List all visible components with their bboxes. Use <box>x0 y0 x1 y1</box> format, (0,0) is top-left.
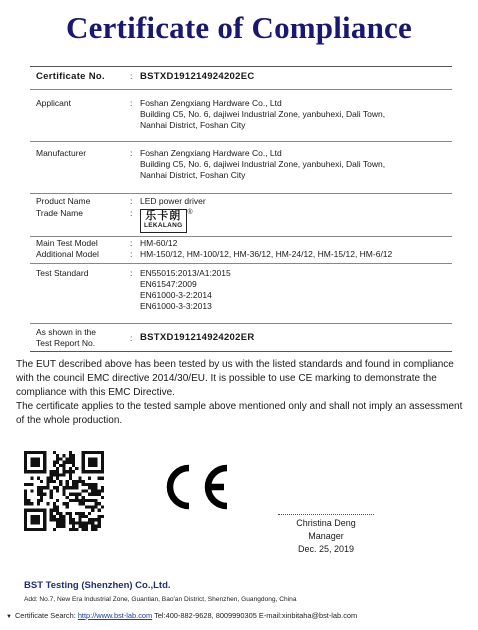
row-applicant <box>30 90 452 142</box>
value-test-report: BSTXD191214924202ER <box>140 332 255 343</box>
registered-mark: ® <box>187 209 193 216</box>
label-applicant: Applicant <box>36 98 71 108</box>
applicant-line: Foshan Zengxiang Hardware Co., Ltd <box>140 98 282 108</box>
colon: : <box>130 196 133 206</box>
colon: : <box>130 333 133 343</box>
footer-search-line <box>6 611 357 620</box>
standard-line: EN61000-3-2:2014 <box>140 290 212 300</box>
caret-down-icon[interactable]: ▼ <box>6 614 12 620</box>
trade-logo <box>140 209 193 233</box>
value-additional-model: HM-150/12, HM-100/12, HM-36/12, HM-24/12, HM-15/12, HM-6/12 <box>140 249 393 259</box>
label-test-report-line2: Test Report No. <box>36 338 96 348</box>
manufacturer-line: Foshan Zengxiang Hardware Co., Ltd <box>140 148 282 158</box>
label-trade-name: Trade Name <box>36 208 83 218</box>
statement-paragraph: The EUT described above has been tested by us with the listed standards and found in compliance with the council EMC directive 2014/30/EU. It is possible to use CE marking to demonstrate the compliance with this EMC Directive. <box>16 359 454 398</box>
label-test-report <box>36 327 124 349</box>
search-link[interactable]: http://www.bst-lab.com <box>77 611 153 620</box>
footer-company: BST Testing (Shenzhen) Co.,Ltd. <box>24 580 171 591</box>
standard-line: EN61000-3-3:2013 <box>140 301 212 311</box>
row-manufacturer <box>30 142 452 194</box>
label-product-name: Product Name <box>36 196 91 206</box>
value-certificate-no: BSTXD191214924202EC <box>140 71 255 82</box>
row-test-report <box>30 324 452 351</box>
signature-date: Dec. 25, 2019 <box>297 544 355 554</box>
standard-line: EN55015:2013/A1:2015 <box>140 268 231 278</box>
manufacturer-line: Building C5, No. 6, dajiwei Industrial Zone, yanbuhexi, Dali Town, <box>140 159 386 169</box>
compliance-statement <box>16 358 466 428</box>
row-main-model <box>30 237 452 249</box>
row-product-name <box>30 194 452 208</box>
applicant-line: Building C5, No. 6, dajiwei Industrial Zone, yanbuhexi, Dali Town, <box>140 109 386 119</box>
colon: : <box>130 208 133 218</box>
colon: : <box>130 249 133 259</box>
colon: : <box>130 148 133 158</box>
value-main-model: HM-60/12 <box>140 238 178 248</box>
applicant-line: Nanhai District, Foshan City <box>140 120 246 130</box>
signer-role: Manager <box>308 531 344 541</box>
signature-line <box>278 514 374 515</box>
logo-english-text: LEKALANG <box>144 222 183 229</box>
signer-name: Christina Deng <box>296 518 356 528</box>
label-additional-model: Additional Model <box>36 249 99 259</box>
logo-chinese-text: 乐卡朗 <box>145 210 182 222</box>
value-manufacturer <box>140 148 452 181</box>
signature-block <box>276 514 376 556</box>
colon: : <box>130 71 133 81</box>
qr-code-icon <box>24 451 104 531</box>
value-product-name: LED power driver <box>140 196 206 206</box>
value-test-standard <box>140 268 452 312</box>
search-label: Certificate Search: <box>14 611 76 620</box>
colon: : <box>130 268 133 278</box>
row-trade-name <box>30 208 452 237</box>
certificate-info-table <box>30 66 452 352</box>
row-test-standard <box>30 264 452 324</box>
footer-email: E-mail:xinbitaha@bst-lab.com <box>258 611 358 620</box>
label-certificate-no: Certificate No. <box>36 71 105 82</box>
standard-line: EN61547:2009 <box>140 279 197 289</box>
row-certificate-no <box>30 67 452 90</box>
ce-mark-icon <box>157 463 231 511</box>
manufacturer-line: Nanhai District, Foshan City <box>140 170 246 180</box>
colon: : <box>130 98 133 108</box>
label-test-report-line1: As shown in the <box>36 327 97 337</box>
colon: : <box>130 238 133 248</box>
label-main-model: Main Test Model <box>36 238 98 248</box>
row-additional-model <box>30 249 452 264</box>
statement-paragraph: The certificate applies to the tested sample above mentioned only and shall not imply an assessment of the whole production. <box>16 401 463 426</box>
label-manufacturer: Manufacturer <box>36 148 87 158</box>
label-test-standard: Test Standard <box>36 268 89 278</box>
certificate-title: Certificate of Compliance <box>66 10 412 45</box>
value-applicant <box>140 98 452 131</box>
value-trade-name <box>140 208 452 233</box>
footer-address: Add: No.7, New Era Industrial Zone, Guantian, Bao'an District, Shenzhen, Guangdong, China <box>24 596 297 603</box>
footer-tel: Tel:400-882-9628, 8009990305 <box>154 611 257 620</box>
